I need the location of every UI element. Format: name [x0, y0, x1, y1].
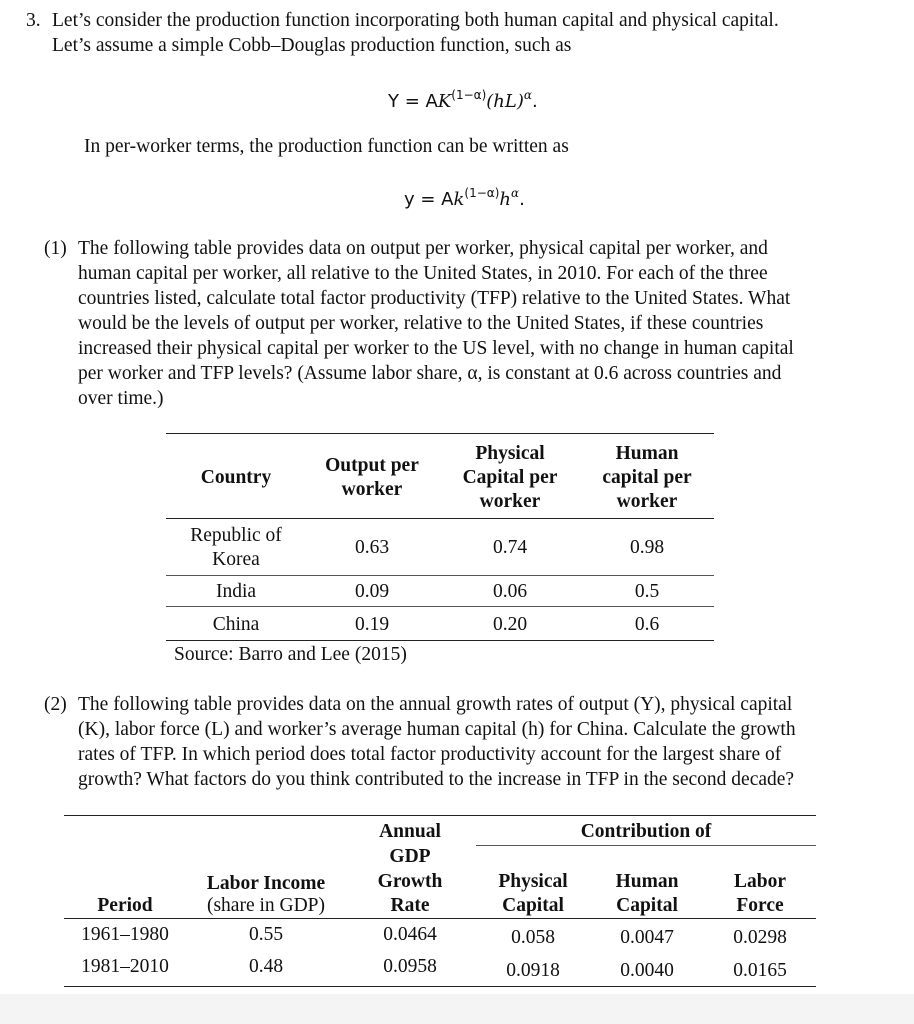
- table2-row2-human: 0.0040: [620, 960, 674, 981]
- eq2-eq: = A: [414, 189, 454, 210]
- table2-header-gdp-2: GDP: [389, 846, 431, 867]
- table2-header-labor-1: Labor: [733, 871, 786, 892]
- table1-top-rule: [166, 433, 714, 434]
- table1-source: Source: Barro and Lee (2015): [174, 644, 407, 665]
- part2-line-3: rates of TFP. In which period does total factor productivity account for the largest share of: [78, 744, 782, 765]
- table1-row1-country-1: Republic of: [190, 525, 282, 546]
- table1-row3-output: 0.19: [354, 614, 390, 635]
- table2-row2-gdp: 0.0958: [383, 956, 437, 977]
- bottom-margin: [0, 994, 914, 1024]
- part1-line-5: increased their physical capital per worker to the US level, with no change in human capital: [78, 338, 794, 359]
- table1-header-human-2: capital per: [602, 467, 692, 488]
- table2-header-labor-income-1: Labor Income: [206, 873, 326, 894]
- equation-per-worker: [404, 186, 525, 210]
- table2-row1-period: 1961–1980: [81, 924, 169, 945]
- table1-bottom-rule: [166, 640, 714, 641]
- table2-top-rule: [64, 815, 816, 816]
- equation-aggregate: [388, 88, 538, 112]
- part1-line-6: per worker and TFP levels? (Assume labor share, α, is constant at 0.6 across countries and: [78, 363, 782, 384]
- table1-header-output-2: worker: [341, 479, 403, 500]
- eq2-var2: h: [499, 189, 511, 210]
- table2-row2-period: 1981–2010: [81, 956, 169, 977]
- table2-contribution-rule: [476, 845, 816, 846]
- part2-line-2: (K), labor force (L) and worker’s average human capital (h) for China. Calculate the growth: [78, 719, 796, 740]
- eq1-eq: = A: [399, 91, 438, 112]
- table1-header-human-3: worker: [616, 491, 678, 512]
- part1-line-4: would be the levels of output per worker, relative to the United States, if these countries: [78, 313, 764, 334]
- eq1-var2: (hL): [486, 91, 524, 112]
- table2-header-human-1: Human: [615, 871, 679, 892]
- table1-row-rule-2: [166, 606, 714, 607]
- table2-header-gdp-4: Rate: [390, 895, 430, 916]
- part2-line-4: growth? What factors do you think contributed to the increase in TFP in the second decade?: [78, 769, 795, 790]
- table1-header-output-1: Output per: [325, 455, 419, 476]
- per-worker-text: In per-worker terms, the production function can be written as: [84, 136, 569, 157]
- eq2-exp1: (1−α): [464, 186, 500, 200]
- question-number: 3.: [26, 10, 41, 31]
- table1-row3-physical: 0.20: [492, 614, 528, 635]
- eq1-var1: K: [437, 91, 452, 112]
- eq1-exp2: α: [523, 88, 532, 102]
- table1-row1-human: 0.98: [629, 537, 665, 558]
- table1-row1-output: 0.63: [354, 537, 390, 558]
- table2-header-physical-1: Physical: [498, 871, 568, 892]
- part1-line-3: countries listed, calculate total factor productivity (TFP) relative to the United States. What: [78, 288, 791, 309]
- table2-row1-labor-income: 0.55: [248, 924, 284, 945]
- table2-header-human-2: Capital: [616, 895, 678, 916]
- table1-row3-human: 0.6: [634, 614, 660, 635]
- table2-row2-labor-income: 0.48: [248, 956, 284, 977]
- intro-line-2: Let’s assume a simple Cobb–Douglas production function, such as: [52, 35, 572, 56]
- table1-header-country: Country: [200, 467, 272, 488]
- intro-line-1: Let’s consider the production function incorporating both human capital and physical capital.: [52, 10, 779, 31]
- table2-header-contribution: Contribution of: [580, 821, 712, 842]
- table2-header-gdp-1: Annual: [379, 821, 441, 842]
- table1-row-rule-1: [166, 575, 714, 576]
- table1-header-physical-1: Physical: [475, 443, 545, 464]
- part1-line-2: human capital per worker, all relative to the United States, in 2010. For each of the three: [78, 263, 768, 284]
- table1-row2-output: 0.09: [354, 581, 390, 602]
- table2-header-gdp-3: Growth: [377, 871, 443, 892]
- table2-header-physical-2: Capital: [502, 895, 564, 916]
- eq2-var1: k: [453, 189, 465, 210]
- table2-row1-labor: 0.0298: [733, 927, 787, 948]
- table1-row1-country-2: Korea: [212, 549, 260, 570]
- table2-row1-physical: 0.058: [511, 927, 555, 948]
- part1-line-7: over time.): [78, 388, 164, 409]
- table2-header-rule: [64, 918, 816, 919]
- eq2-end: .: [519, 189, 525, 210]
- eq2-lhs: y: [404, 189, 415, 210]
- table1-row2-physical: 0.06: [492, 581, 528, 602]
- table1-header-rule: [166, 518, 714, 519]
- table2-row1-gdp: 0.0464: [383, 924, 437, 945]
- part2-label: (2): [44, 694, 67, 715]
- table1-header-physical-3: worker: [479, 491, 541, 512]
- table2-header-labor-2: Force: [736, 895, 784, 916]
- table1-row1-physical: 0.74: [492, 537, 528, 558]
- table1-row2-country: India: [215, 581, 257, 602]
- table1-row2-human: 0.5: [634, 581, 660, 602]
- table2-bottom-rule: [64, 986, 816, 987]
- eq1-exp1: (1−α): [451, 88, 487, 102]
- part1-label: (1): [44, 238, 67, 259]
- table2-row1-human: 0.0047: [620, 927, 674, 948]
- eq1-end: .: [531, 91, 538, 112]
- table1-header-physical-2: Capital per: [462, 467, 558, 488]
- table1-row3-country: China: [212, 614, 260, 635]
- table2-row2-labor: 0.0165: [733, 960, 787, 981]
- part1-line-1: The following table provides data on output per worker, physical capital per worker, and: [78, 238, 768, 259]
- table2-header-labor-income-2: (share in GDP): [206, 895, 326, 916]
- part2-line-1: The following table provides data on the annual growth rates of output (Y), physical capital: [78, 694, 793, 715]
- eq1-lhs: Y: [388, 91, 399, 112]
- table2-header-period: Period: [97, 895, 153, 916]
- eq2-exp2: α: [510, 186, 520, 200]
- table2-row2-physical: 0.0918: [506, 960, 560, 981]
- table1-header-human-1: Human: [615, 443, 679, 464]
